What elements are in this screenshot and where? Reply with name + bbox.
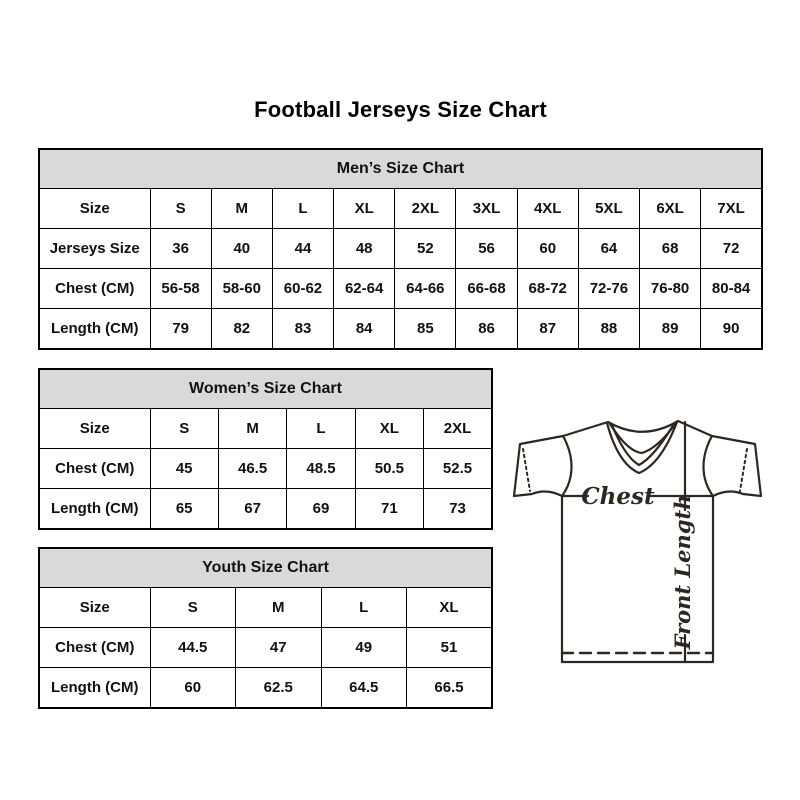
table-cell: 58-60 bbox=[211, 269, 272, 309]
table-row bbox=[39, 229, 762, 269]
row-header: Chest (CM) bbox=[39, 449, 150, 489]
column-header: L bbox=[321, 588, 407, 628]
table-cell: 44.5 bbox=[150, 628, 236, 668]
row-header: Chest (CM) bbox=[39, 269, 150, 309]
chest-measure-label: Chest bbox=[581, 483, 655, 510]
table-cell: 64-66 bbox=[395, 269, 456, 309]
table-cell: 56 bbox=[456, 229, 517, 269]
column-header: S bbox=[150, 409, 218, 449]
column-header: S bbox=[150, 189, 211, 229]
jersey-diagram-svg bbox=[500, 400, 770, 680]
table-cell: 44 bbox=[272, 229, 333, 269]
column-header: M bbox=[218, 409, 286, 449]
column-header: 4XL bbox=[517, 189, 578, 229]
table-cell: 86 bbox=[456, 309, 517, 350]
table-cell: 68-72 bbox=[517, 269, 578, 309]
column-header: M bbox=[211, 189, 272, 229]
collar-outer-v bbox=[607, 422, 677, 473]
table-title: Men’s Size Chart bbox=[39, 149, 762, 189]
column-header: Size bbox=[39, 588, 150, 628]
jersey-measurement-diagram bbox=[500, 400, 770, 680]
row-header: Chest (CM) bbox=[39, 628, 150, 668]
table-cell: 69 bbox=[287, 489, 355, 530]
table-cell: 66.5 bbox=[407, 668, 493, 709]
table-row bbox=[39, 309, 762, 350]
table-cell: 90 bbox=[701, 309, 762, 350]
column-header: 7XL bbox=[701, 189, 762, 229]
table-cell: 46.5 bbox=[218, 449, 286, 489]
table-cell: 79 bbox=[150, 309, 211, 350]
table-cell: 60-62 bbox=[272, 269, 333, 309]
table-cell: 60 bbox=[517, 229, 578, 269]
table-header-row bbox=[39, 409, 492, 449]
column-header: XL bbox=[407, 588, 493, 628]
table-cell: 88 bbox=[578, 309, 639, 350]
table-cell: 68 bbox=[640, 229, 701, 269]
row-header: Jerseys Size bbox=[39, 229, 150, 269]
column-header: 5XL bbox=[578, 189, 639, 229]
table-cell: 52 bbox=[395, 229, 456, 269]
table-cell: 71 bbox=[355, 489, 423, 530]
table-cell: 62-64 bbox=[334, 269, 395, 309]
size-table bbox=[38, 547, 493, 709]
left-armhole-seam bbox=[562, 436, 572, 496]
column-header: L bbox=[287, 409, 355, 449]
table-cell: 52.5 bbox=[424, 449, 492, 489]
table-cell: 76-80 bbox=[640, 269, 701, 309]
table-cell: 84 bbox=[334, 309, 395, 350]
table-cell: 83 bbox=[272, 309, 333, 350]
table-cell: 89 bbox=[640, 309, 701, 350]
mens-size-table bbox=[38, 148, 763, 350]
table-cell: 62.5 bbox=[236, 668, 322, 709]
size-table bbox=[38, 368, 493, 530]
table-header-row bbox=[39, 189, 762, 229]
row-header: Length (CM) bbox=[39, 309, 150, 350]
table-cell: 66-68 bbox=[456, 269, 517, 309]
youth-size-table bbox=[38, 547, 493, 709]
page-title: Football Jerseys Size Chart bbox=[254, 97, 547, 122]
column-header: Size bbox=[39, 189, 150, 229]
column-header: XL bbox=[355, 409, 423, 449]
jersey-outline-shape bbox=[514, 421, 761, 662]
table-cell: 72-76 bbox=[578, 269, 639, 309]
table-title: Women’s Size Chart bbox=[39, 369, 492, 409]
right-armhole-seam bbox=[704, 436, 714, 496]
table-cell: 67 bbox=[218, 489, 286, 530]
size-table bbox=[38, 148, 763, 350]
column-header: 6XL bbox=[640, 189, 701, 229]
table-cell: 85 bbox=[395, 309, 456, 350]
table-cell: 51 bbox=[407, 628, 493, 668]
front-length-measure-label: Front Length bbox=[670, 494, 695, 650]
table-cell: 48.5 bbox=[287, 449, 355, 489]
table-cell: 64.5 bbox=[321, 668, 407, 709]
table-cell: 80-84 bbox=[701, 269, 762, 309]
table-row bbox=[39, 489, 492, 530]
column-header: 3XL bbox=[456, 189, 517, 229]
table-cell: 87 bbox=[517, 309, 578, 350]
table-cell: 47 bbox=[236, 628, 322, 668]
column-header: M bbox=[236, 588, 322, 628]
table-cell: 45 bbox=[150, 449, 218, 489]
table-row bbox=[39, 628, 492, 668]
table-title: Youth Size Chart bbox=[39, 548, 492, 588]
table-cell: 60 bbox=[150, 668, 236, 709]
table-cell: 72 bbox=[701, 229, 762, 269]
table-cell: 40 bbox=[211, 229, 272, 269]
table-cell: 48 bbox=[334, 229, 395, 269]
womens-size-table bbox=[38, 368, 493, 530]
table-cell: 50.5 bbox=[355, 449, 423, 489]
table-cell: 49 bbox=[321, 628, 407, 668]
column-header: 2XL bbox=[424, 409, 492, 449]
column-header: Size bbox=[39, 409, 150, 449]
right-cuff-stitch bbox=[740, 449, 747, 491]
row-header: Length (CM) bbox=[39, 489, 150, 530]
table-cell: 73 bbox=[424, 489, 492, 530]
table-cell: 82 bbox=[211, 309, 272, 350]
table-header-row bbox=[39, 588, 492, 628]
table-cell: 64 bbox=[578, 229, 639, 269]
table-cell: 36 bbox=[150, 229, 211, 269]
column-header: XL bbox=[334, 189, 395, 229]
table-cell: 65 bbox=[150, 489, 218, 530]
table-row bbox=[39, 449, 492, 489]
column-header: 2XL bbox=[395, 189, 456, 229]
table-cell: 56-58 bbox=[150, 269, 211, 309]
column-header: L bbox=[272, 189, 333, 229]
table-row bbox=[39, 668, 492, 709]
column-header: S bbox=[150, 588, 236, 628]
row-header: Length (CM) bbox=[39, 668, 150, 709]
left-cuff-stitch bbox=[523, 449, 530, 491]
table-row bbox=[39, 269, 762, 309]
